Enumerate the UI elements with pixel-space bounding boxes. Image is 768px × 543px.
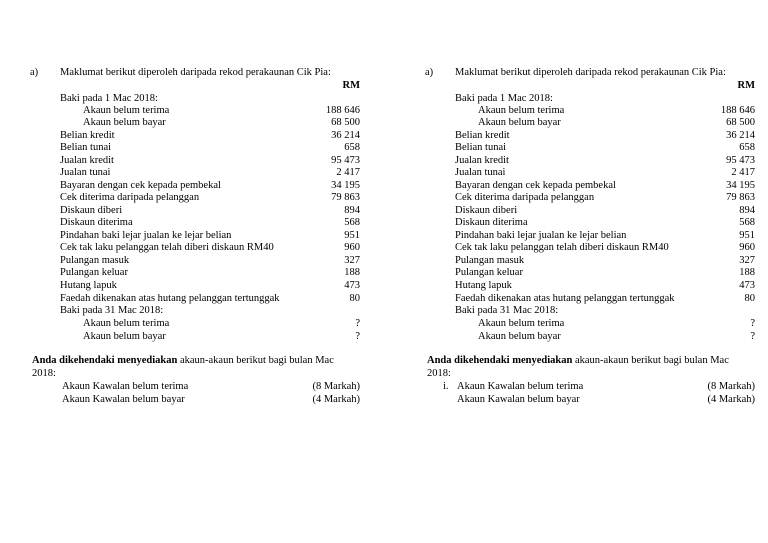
item-label: Diskaun diberi <box>455 205 518 216</box>
instruction <box>427 354 729 367</box>
item-value: 568 <box>739 217 755 228</box>
item-value: 36 214 <box>726 130 755 141</box>
item-label: Jualan tunai <box>60 167 111 178</box>
item-value: 951 <box>344 230 360 241</box>
item-value: 327 <box>344 255 360 266</box>
instruction-bold: Anda dikehendaki menyediakan <box>427 355 573 366</box>
opening-heading: Baki pada 1 Mac 2018: <box>455 93 553 104</box>
item-value: 327 <box>739 255 755 266</box>
item-value: 34 195 <box>331 180 360 191</box>
task-label: Akaun Kawalan belum terima <box>62 381 189 392</box>
closing-label: Akaun belum bayar <box>478 331 561 342</box>
task-label: Akaun Kawalan belum bayar <box>457 394 580 405</box>
item-value: 960 <box>739 242 755 253</box>
closing-heading: Baki pada 31 Mac 2018: <box>60 305 164 316</box>
item-label: Cek tak laku pelanggan telah diberi diskaun RM40 <box>60 242 274 253</box>
item-value: 34 195 <box>726 180 755 191</box>
item-value: 80 <box>349 293 360 304</box>
right-panel <box>395 0 755 543</box>
item-label: Cek tak laku pelanggan telah diberi diskaun RM40 <box>455 242 669 253</box>
instruction-line2: 2018: <box>32 368 56 379</box>
opening-value: 188 646 <box>720 105 755 116</box>
item-value: 188 <box>344 267 360 278</box>
item-label: Jualan kredit <box>60 155 114 166</box>
item-label: Hutang lapuk <box>455 280 512 291</box>
item-value: 960 <box>344 242 360 253</box>
closing-label: Akaun belum terima <box>83 318 170 329</box>
intro-text: Maklumat berikut diperoleh daripada rekod perakaunan Cik Pia: <box>455 67 726 78</box>
item-value: 188 <box>739 267 755 278</box>
closing-value: ? <box>355 318 360 329</box>
item-label: Diskaun diterima <box>455 217 528 228</box>
instruction <box>32 354 334 367</box>
item-value: 95 473 <box>331 155 360 166</box>
opening-heading: Baki pada 1 Mac 2018: <box>60 93 158 104</box>
item-value: 95 473 <box>726 155 755 166</box>
item-label: Pulangan keluar <box>60 267 128 278</box>
item-value: 658 <box>739 142 755 153</box>
item-label: Belian kredit <box>455 130 510 141</box>
task-prefix: i. <box>443 381 449 392</box>
opening-value: 68 500 <box>726 117 755 128</box>
item-value: 658 <box>344 142 360 153</box>
item-value: 951 <box>739 230 755 241</box>
question-number: a) <box>425 67 434 78</box>
intro-text: Maklumat berikut diperoleh daripada rekod perakaunan Cik Pia: <box>60 67 331 78</box>
item-label: Cek diterima daripada pelanggan <box>455 192 595 203</box>
item-value: 473 <box>344 280 360 291</box>
currency-header: RM <box>342 80 360 91</box>
item-label: Pulangan masuk <box>455 255 525 266</box>
opening-value: 68 500 <box>331 117 360 128</box>
item-value: 568 <box>344 217 360 228</box>
opening-label: Akaun belum bayar <box>83 117 166 128</box>
opening-label: Akaun belum terima <box>83 105 170 116</box>
task-marks: (8 Markah) <box>707 381 755 392</box>
item-label: Pulangan masuk <box>60 255 130 266</box>
item-label: Belian tunai <box>455 142 507 153</box>
item-label: Belian tunai <box>60 142 112 153</box>
item-label: Jualan kredit <box>455 155 509 166</box>
instruction-line2: 2018: <box>427 368 451 379</box>
closing-value: ? <box>750 331 755 342</box>
item-label: Faedah dikenakan atas hutang pelanggan tertunggak <box>455 293 675 304</box>
item-label: Jualan tunai <box>455 167 506 178</box>
item-value: 894 <box>344 205 360 216</box>
item-label: Bayaran dengan cek kepada pembekal <box>60 180 221 191</box>
item-label: Diskaun diberi <box>60 205 123 216</box>
item-label: Pindahan baki lejar jualan ke lejar belian <box>455 230 627 241</box>
currency-header: RM <box>737 80 755 91</box>
opening-value: 188 646 <box>325 105 360 116</box>
task-marks: (4 Markah) <box>312 394 360 405</box>
closing-label: Akaun belum bayar <box>83 331 166 342</box>
item-label: Pindahan baki lejar jualan ke lejar belian <box>60 230 232 241</box>
instruction-rest: akaun-akaun berikut bagi bulan Mac <box>177 355 334 366</box>
item-label: Cek diterima daripada pelanggan <box>60 192 200 203</box>
item-label: Hutang lapuk <box>60 280 117 291</box>
item-label: Pulangan keluar <box>455 267 523 278</box>
closing-label: Akaun belum terima <box>478 318 565 329</box>
opening-label: Akaun belum bayar <box>478 117 561 128</box>
item-value: 894 <box>739 205 755 216</box>
task-marks: (8 Markah) <box>312 381 360 392</box>
task-label: Akaun Kawalan belum terima <box>457 381 584 392</box>
item-value: 79 863 <box>331 192 360 203</box>
closing-value: ? <box>750 318 755 329</box>
item-value: 2 417 <box>731 167 755 178</box>
item-label: Bayaran dengan cek kepada pembekal <box>455 180 616 191</box>
closing-value: ? <box>355 331 360 342</box>
question-number: a) <box>30 67 39 78</box>
task-marks: (4 Markah) <box>707 394 755 405</box>
item-value: 36 214 <box>331 130 360 141</box>
closing-heading: Baki pada 31 Mac 2018: <box>455 305 559 316</box>
item-value: 80 <box>744 293 755 304</box>
instruction-bold: Anda dikehendaki menyediakan <box>32 355 178 366</box>
task-label: Akaun Kawalan belum bayar <box>62 394 185 405</box>
item-value: 473 <box>739 280 755 291</box>
item-label: Diskaun diterima <box>60 217 133 228</box>
item-value: 79 863 <box>726 192 755 203</box>
instruction-rest: akaun-akaun berikut bagi bulan Mac <box>572 355 729 366</box>
left-panel <box>0 0 360 543</box>
item-label: Belian kredit <box>60 130 115 141</box>
item-value: 2 417 <box>336 167 360 178</box>
item-label: Faedah dikenakan atas hutang pelanggan tertunggak <box>60 293 280 304</box>
opening-label: Akaun belum terima <box>478 105 565 116</box>
